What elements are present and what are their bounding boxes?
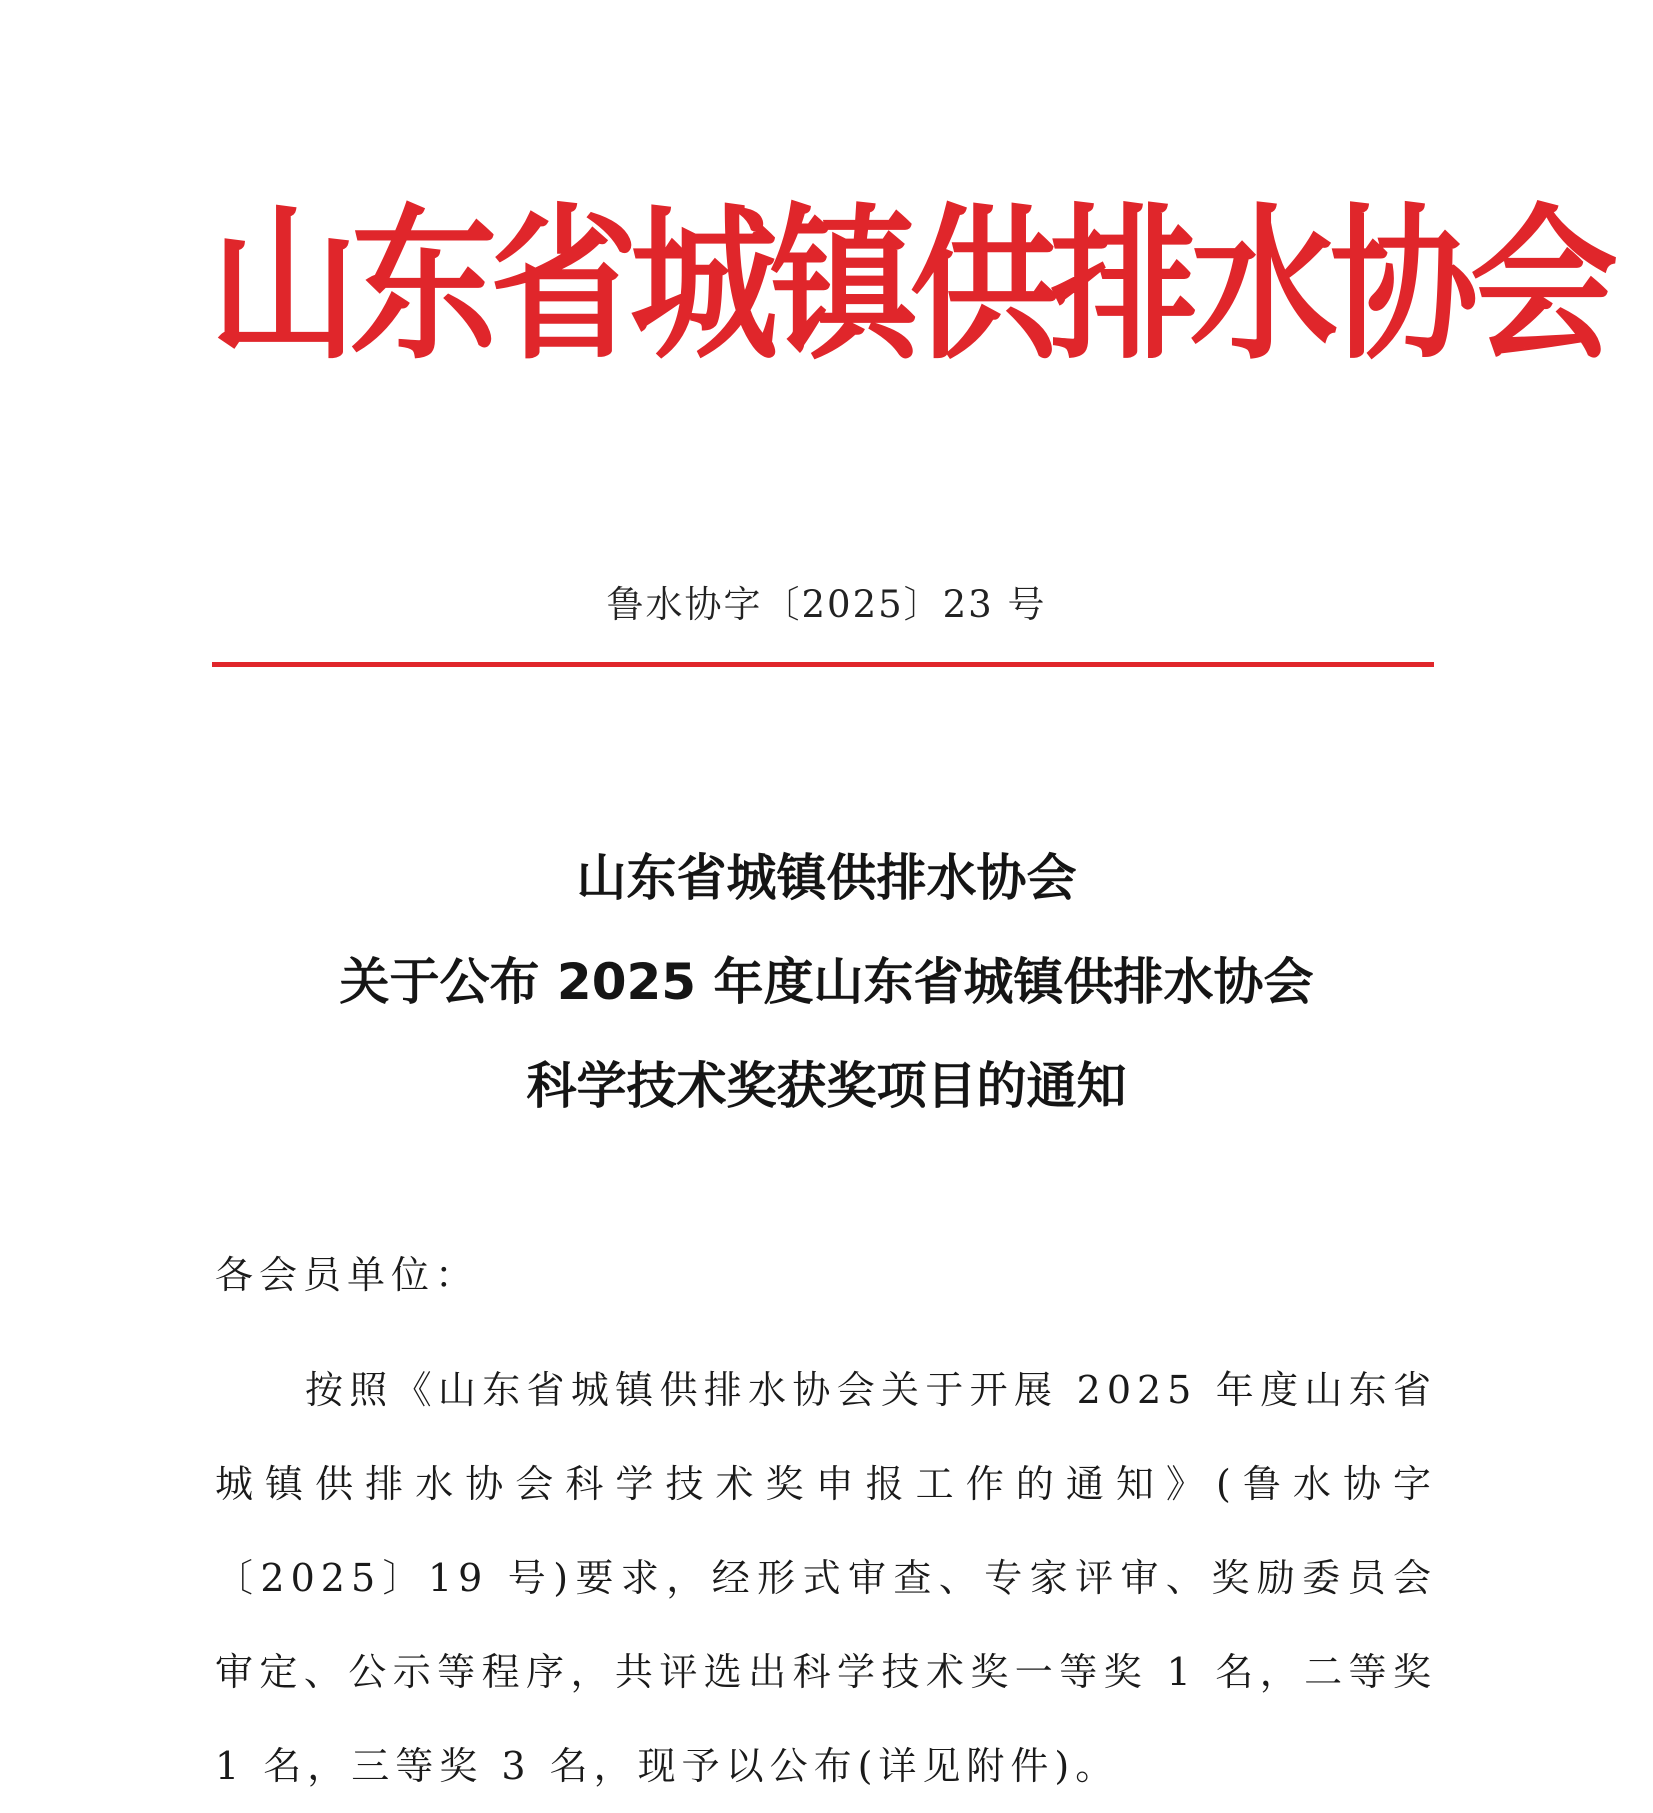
masthead-title: 山东省城镇供排水协会 [210,186,1610,382]
body-paragraph: 按照《山东省城镇供排水协会关于开展 2025 年度山东省城镇供排水协会科学技术奖申报工作的通知》(鲁水协字〔2025〕19 号)要求，经形式审查、专家评审、奖励委员会审定、公示等程序，共评选出科学技术奖一等奖 1 名，二等奖 1 名，三等奖 3 名，现予以公布(详见附件)。 [215,1368,1437,1788]
red-divider-line [212,662,1434,667]
document-number: 鲁水协字〔2025〕23 号 [606,583,1047,626]
notice-title-line-1: 山东省城镇供排水协会 [576,849,1077,907]
notice-title-line-2: 关于公布 2025 年度山东省城镇供排水协会 [339,953,1314,1011]
salutation: 各会员单位： [215,1253,480,1297]
notice-title-line-3: 科学技术奖获奖项目的通知 [526,1057,1127,1115]
